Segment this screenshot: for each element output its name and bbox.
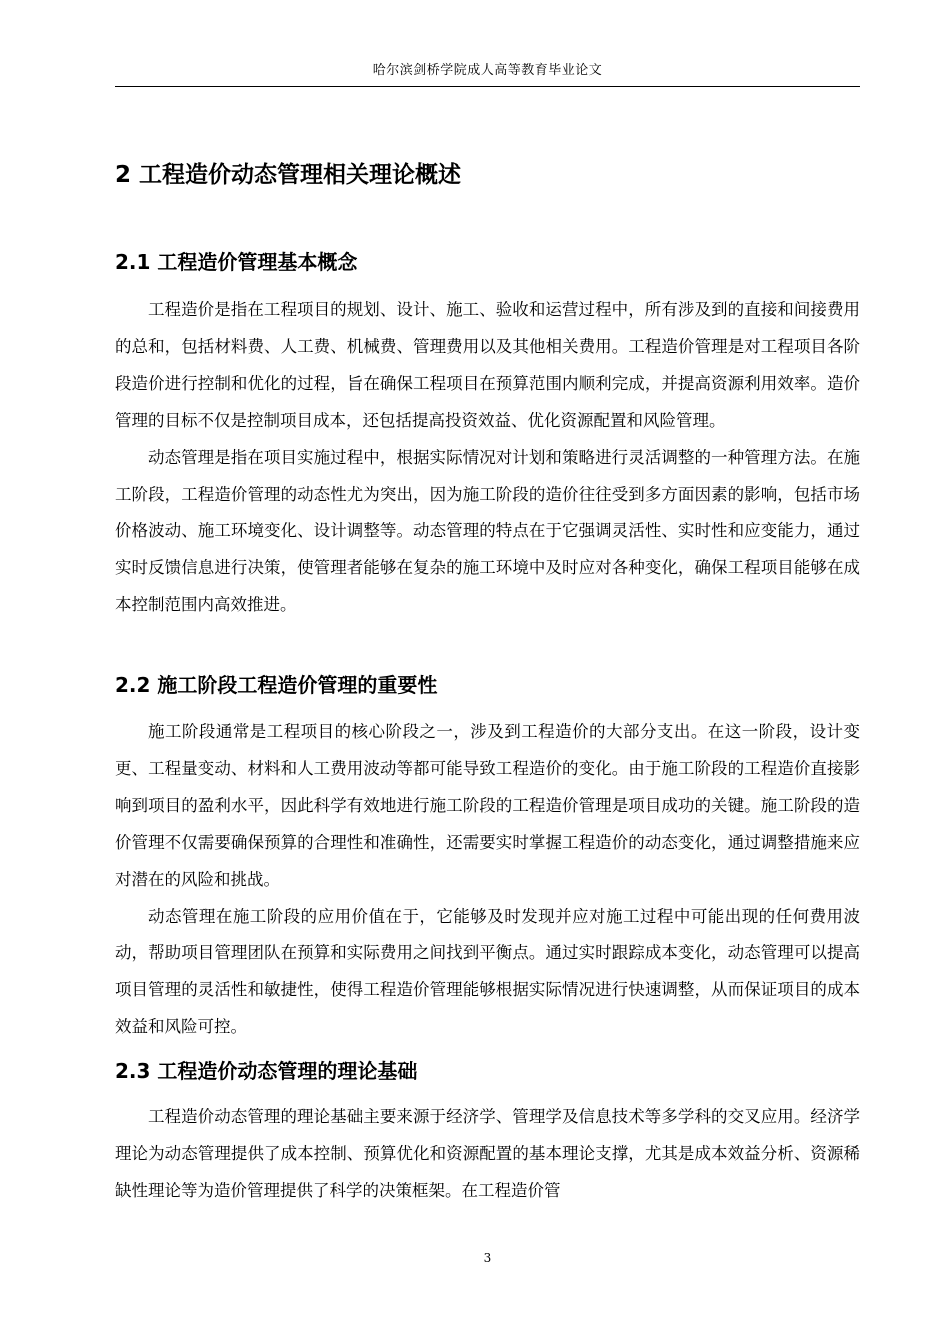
section-body-2-3 <box>115 1099 860 1210</box>
header-rule <box>115 86 860 87</box>
section-title-2-3: 2.3 工程造价动态管理的理论基础 <box>115 1059 418 1083</box>
section-body-2-1 <box>115 292 860 624</box>
chapter-title: 2 工程造价动态管理相关理论概述 <box>115 162 462 188</box>
paragraph: 动态管理是指在项目实施过程中，根据实际情况对计划和策略进行灵活调整的一种管理方法。在施工阶段，工程造价管理的动态性尤为突出，因为施工阶段的造价往往受到多方面因素的影响，包括市场价格波动、施工环境变化、设计调整等。动态管理的特点在于它强调灵活性、实时性和应变能力，通过实时反馈信息进行决策，使管理者能够在复杂的施工环境中及时应对各种变化，确保工程项目能够在成本控制范围内高效推进。 <box>115 447 860 615</box>
section-body-2-2 <box>115 714 860 1046</box>
page-number: 3 <box>483 1251 492 1265</box>
paragraph: 工程造价动态管理的理论基础主要来源于经济学、管理学及信息技术等多学科的交叉应用。经济学理论为动态管理提供了成本控制、预算优化和资源配置的基本理论支撑，尤其是成本效益分析、资源稀缺性理论等为造价管理提供了科学的决策框架。在工程造价管 <box>115 1107 860 1200</box>
section-title-2-2: 2.2 施工阶段工程造价管理的重要性 <box>115 673 438 697</box>
paragraph: 工程造价是指在工程项目的规划、设计、施工、验收和运营过程中，所有涉及到的直接和间接费用的总和，包括材料费、人工费、机械费、管理费用以及其他相关费用。工程造价管理是对工程项目各阶段造价进行控制和优化的过程，旨在确保工程项目在预算范围内顺利完成，并提高资源利用效率。造价管理的目标不仅是控制项目成本，还包括提高投资效益、优化资源配置和风险管理。 <box>115 300 860 430</box>
section-title-2-1: 2.1 工程造价管理基本概念 <box>115 250 358 274</box>
paragraph: 施工阶段通常是工程项目的核心阶段之一，涉及到工程造价的大部分支出。在这一阶段，设计变更、工程量变动、材料和人工费用波动等都可能导致工程造价的变化。由于施工阶段的工程造价直接影响到项目的盈利水平，因此科学有效地进行施工阶段的工程造价管理是项目成功的关键。施工阶段的造价管理不仅需要确保预算的合理性和准确性，还需要实时掌握工程造价的动态变化，通过调整措施来应对潜在的风险和挑战。 <box>115 722 860 889</box>
paragraph: 动态管理在施工阶段的应用价值在于，它能够及时发现并应对施工过程中可能出现的任何费用波动，帮助项目管理团队在预算和实际费用之间找到平衡点。通过实时跟踪成本变化，动态管理可以提高项目管理的灵活性和敏捷性，使得工程造价管理能够根据实际情况进行快速调整，从而保证项目的成本效益和风险可控。 <box>115 906 860 1037</box>
running-header: 哈尔滨剑桥学院成人高等教育毕业论文 <box>372 63 603 78</box>
